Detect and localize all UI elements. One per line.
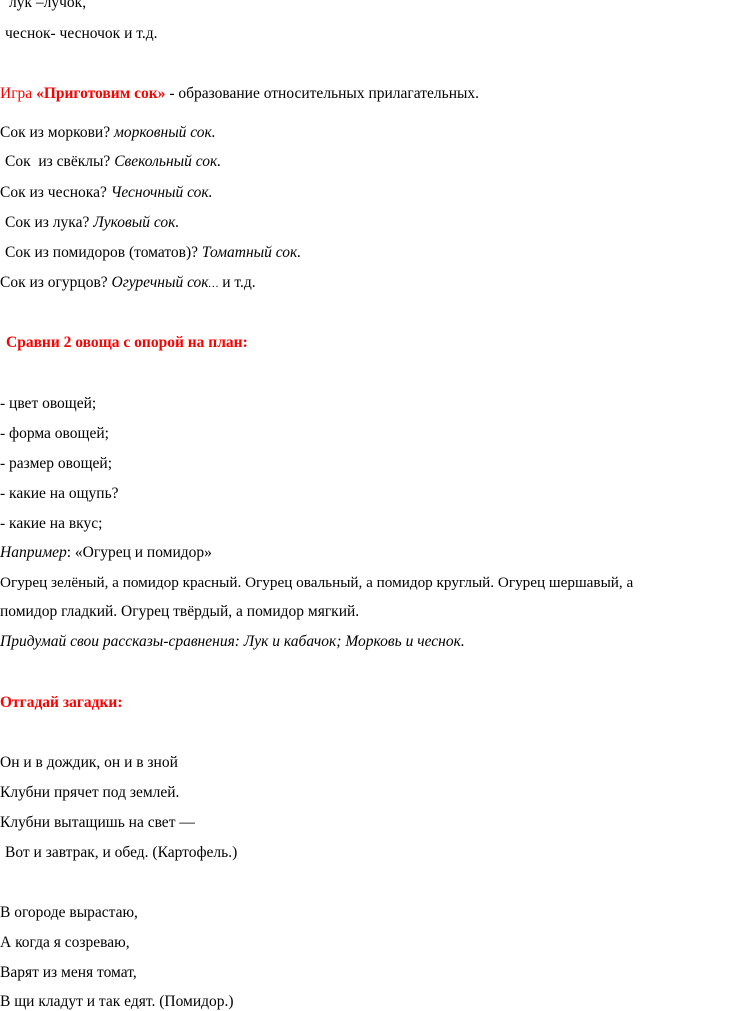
juice-line-4 — [5, 214, 179, 232]
riddle-1-line-1: Он и в дождик, он и в зной — [0, 754, 178, 771]
compare-task: Придумай свои рассказы-сравнения: Лук и кабачок; Морковь и чеснок. — [0, 633, 465, 650]
riddle-1-line-3: Клубни вытащишь на свет — — [0, 814, 195, 831]
example-text-line-1: Огурец зелёный, а помидор красный. Огурец овальный, а помидор круглый. Огурец шершавый, а — [0, 574, 634, 591]
juice-question: Сок из лука? — [5, 214, 94, 231]
juice-line-1 — [0, 124, 216, 142]
game-title: «Приготовим сок» — [36, 85, 166, 102]
juice-ellipsis: … — [208, 278, 219, 290]
compare-item-size: - размер овощей; — [0, 455, 113, 472]
juice-question: Сок из огурцов? — [0, 274, 112, 291]
juice-question: Сок из помидоров (томатов)? — [5, 244, 202, 261]
top-line-2: чеснок- чесночок и т.д. — [5, 25, 158, 42]
compare-heading: Сравни 2 овоща с опорой на план: — [6, 334, 248, 351]
riddle-2-line-4: В щи кладут и так едят. (Помидор.) — [0, 993, 234, 1010]
compare-item-color: - цвет овощей; — [0, 395, 97, 412]
juice-tail: и т.д. — [218, 274, 256, 291]
juice-answer: Чесночный сок. — [110, 184, 213, 201]
example-heading — [0, 544, 212, 562]
juice-answer: морковный сок. — [113, 124, 216, 141]
game-heading — [0, 85, 479, 103]
riddle-2-line-1: В огороде вырастаю, — [0, 904, 138, 921]
juice-answer: Луковый сок. — [93, 214, 180, 231]
riddle-1-line-2: Клубни прячет под землей. — [0, 784, 180, 801]
compare-item-taste: - какие на вкус; — [0, 515, 103, 532]
example-label: Например — [0, 544, 67, 561]
juice-answer: Томатный сок. — [201, 244, 302, 261]
game-description: - образование относительных прилагательных. — [165, 85, 480, 102]
riddle-2-line-2: А когда я созреваю, — [0, 934, 130, 951]
compare-item-shape: - форма овощей; — [0, 425, 109, 442]
juice-line-6 — [0, 274, 256, 293]
riddle-2-line-3: Варят из меня томат, — [0, 964, 137, 981]
juice-line-5 — [5, 244, 301, 262]
example-text-line-2: помидор гладкий. Огурец твёрдый, а помидор мягкий. — [0, 603, 360, 620]
riddle-1-line-4: Вот и завтрак, и обед. (Картофель.) — [5, 844, 238, 861]
example-colon: : — [66, 544, 75, 561]
game-prefix: Игра — [0, 85, 37, 102]
juice-line-2 — [5, 153, 221, 171]
compare-item-touch: - какие на ощупь? — [0, 485, 119, 502]
juice-line-3 — [0, 184, 213, 202]
juice-question: Сок из моркови? — [0, 124, 114, 141]
juice-question: Сок из свёклы? — [5, 153, 115, 170]
riddles-heading: Отгадай загадки: — [0, 694, 123, 711]
juice-answer: Огуречный сок — [111, 274, 209, 291]
juice-answer: Свекольный сок. — [114, 153, 222, 170]
example-title: «Огурец и помидор» — [74, 544, 212, 561]
top-line-1: лук –лучок, — [9, 0, 87, 11]
juice-question: Сок из чеснока? — [0, 184, 111, 201]
